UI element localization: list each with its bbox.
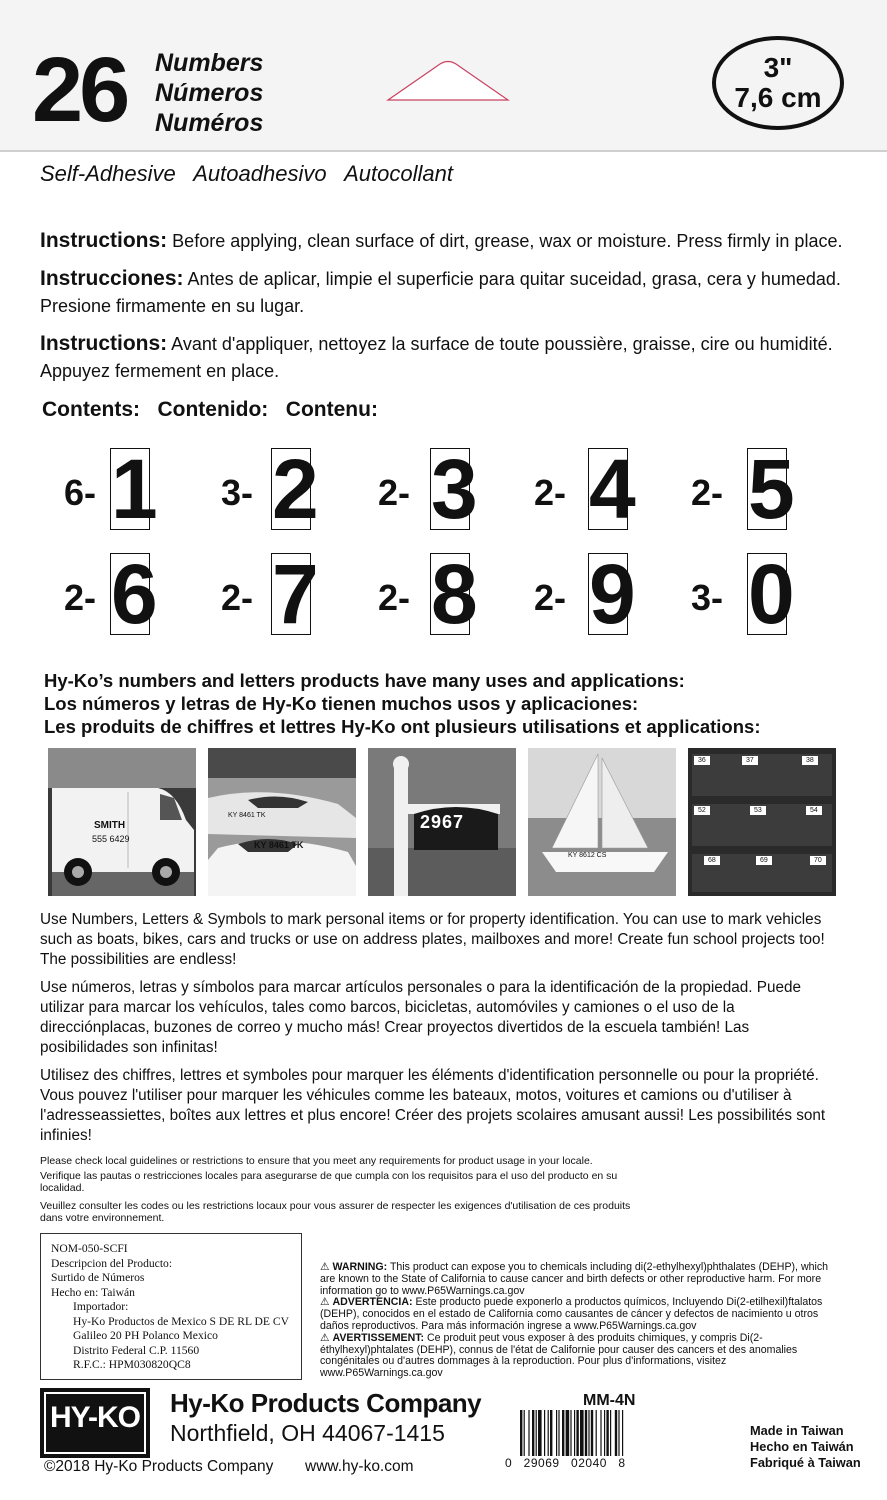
content-digit: 9 [589,547,636,641]
photo-jetskis [208,748,356,896]
content-quantity: 2- [64,577,97,618]
made-in-label: Hecho en: Taiwán [51,1285,135,1299]
bin-label: 36 [694,756,710,765]
product-description: Surtido de Números [51,1271,145,1284]
size-badge [712,36,844,130]
bin-label: 70 [810,856,826,865]
part-number: MM-4N [583,1392,636,1409]
content-digit: 8 [431,547,478,641]
hyko-logo [40,1388,150,1458]
barcode-bar [528,1410,529,1456]
description-french: Utilisez des chiffres, lettres et symboles pour marquer les éléments d'identification personnelle ou pour la propriété. Vous pouvez l'utiliser pour marquer les véhicules comme les bateaux, motos, voitures et camions ou d'utiliser à l'adresseassiettes, boîtes aux lettres et plus encore! Créer des projets scolaires amusant aussi! Les possibilités sont infinies! [40,1067,826,1144]
bin-label: 37 [742,756,758,765]
instructions-text: Avant d'appliquer, nettoyez la surface de toute poussière, graisse, cire ou humidité. Appuyez fermement en place. [40,334,833,381]
barcode-bar [550,1410,552,1456]
content-quantity: 3- [221,472,254,513]
photo-mailbox [368,748,516,896]
content-digit: 0 [748,547,795,641]
content-quantity: 6- [64,472,97,513]
hang-hole-icon [378,60,518,104]
content-quantity: 2- [378,472,411,513]
van-name: SMITH [94,820,126,831]
made-in-french: Fabriqué à Taiwan [750,1455,861,1470]
size-inches: 3" [763,52,793,83]
barcode-bar [618,1410,619,1456]
company-address: Northfield, OH 44067-1415 [170,1420,445,1446]
jetski-registration-front: KY 8461 TK [254,840,304,850]
uses-heading-spanish: Los números y letras de Hy-Ko tienen muchos usos y aplicaciones: [44,693,639,714]
barcode-bar [591,1410,593,1456]
warning-text: This product can expose you to chemicals including di(2-ethylhexyl)phthalates (DEHP), which are known to the State of California to cause cancer and birth defects or other reproductive harm. For more information go to www.P65Warnings.ca.gov [320,1261,829,1297]
mailbox-number: 2967 [420,812,465,832]
warning-triangle-icon: ⚠ [320,1261,330,1273]
jetski-illustration [208,748,356,896]
jetski-registration: KY 8461 TK [228,812,266,819]
content-digit: 4 [589,442,636,536]
barcode-bar [615,1410,617,1456]
description-spanish: Use números, letras y símbolos para marcar artículos personales o para la identificación de la propiedad. Puede utilizar para marcar los vehículos, tales como barcos, bicicletas, automóviles y camiones o el uso de la direcciónplacas, buzones de correo y mucho más! Crear proyectos divertidos de la escuela también! Las posibilidades son infinitas! [40,979,801,1056]
importer-rfc: R.F.C.: HPM030820QC8 [73,1358,191,1371]
warning-label: ADVERTENCIA: [332,1296,413,1309]
instructions-text: Antes de aplicar, limpie el superficie para quitar suceidad, grasa, cera y humedad. Presione firmamente en su lugar. [40,269,841,316]
content-quantity: 2- [221,577,254,618]
company-name: Hy-Ko Products Company [170,1388,482,1418]
barcode-bar [558,1410,559,1456]
barcode-bar [622,1410,623,1456]
warning-french [320,1333,840,1380]
photo-sailboat [528,748,676,896]
barcode-bar [562,1410,564,1456]
warning-triangle-icon: ⚠ [320,1296,330,1309]
description-english: Use Numbers, Letters & Symbols to mark personal items or for property identification. You can use to mark vehicles such as boats, bikes, cars and trucks or use on address plates, mailboxes and more! Create fun school projects too! The possibilities are endless! [40,911,825,968]
importer-name: Hy-Ko Productos de Mexico S DE RL DE CV [73,1314,289,1328]
van-phone: 555 6429 [92,834,130,844]
content-quantity: 2- [691,472,724,513]
boat-registration: KY 8612 CS [568,852,607,859]
barcode-bar [574,1410,575,1456]
barcode-bar [604,1410,605,1456]
instructions-label: Instructions: [40,332,168,355]
size-centimeters: 7,6 cm [734,82,822,113]
uses-heading-french: Les produits de chiffres et lettres Hy-Ko ont plusieurs utilisations et applications: [44,716,761,737]
barcode-bar [536,1410,537,1456]
nom-code: NOM-050-SCFI [51,1242,128,1255]
product-description-label: Descripcion del Producto: [51,1256,173,1270]
instructions-english [40,227,850,255]
barcode-bar [532,1410,534,1456]
guideline-note-spanish: Verifique las pautas o restricciones locales para asegurarse de que cumpla con los requisitos para el uso del producto en su localidad. [40,1170,618,1194]
content-digit: 1 [111,442,158,536]
adhesive-label: Self-Adhesive Autoadhesivo Autocollant [40,161,453,186]
uses-heading-english: Hy-Ko’s numbers and letters products have many uses and applications: [44,670,685,691]
barcode-bar [585,1410,587,1456]
sailboat-illustration [528,748,676,896]
warning-triangle-icon: ⚠ [320,1331,330,1344]
content-digit: 2 [272,442,319,536]
photo-storage-bins [688,748,836,896]
photo-van [48,748,196,896]
warning-label: AVERTISSEMENT: [332,1331,425,1344]
made-in-spanish: Hecho en Taiwán [750,1439,854,1454]
import-info-box [40,1233,302,1380]
barcode-bar [588,1410,589,1456]
copyright: ©2018 Hy-Ko Products Company [44,1458,274,1475]
instructions-label: Instrucciones: [40,267,184,290]
number-count: 26 [32,39,127,141]
guideline-note-french: Veuillez consulter les codes ou les restrictions locaux pour vous assurer de respecter les exigences d'utilisation de ces produits dans votre environnement. [40,1200,631,1224]
bin-label: 54 [806,806,822,815]
barcode-bar [576,1410,578,1456]
importer-district: Distrito Federal C.P. 11560 [73,1343,200,1357]
count-word-english: Numbers [155,49,264,77]
barcode-bar [538,1410,542,1456]
barcode-bar [580,1410,584,1456]
barcode-bar [600,1410,601,1456]
contents-heading: Contents: Contenido: Contenu: [42,398,378,421]
barcode-bar [520,1410,522,1456]
content-digit: 7 [272,547,319,641]
instructions-text: Before applying, clean surface of dirt, grease, wax or moisture. Press firmly in place. [167,231,843,251]
barcode-bar [596,1410,597,1456]
logo-text: HY-KO [49,1401,140,1434]
barcode-bar [556,1410,557,1456]
instructions-label: Instructions: [40,229,168,252]
content-digit: 5 [748,442,795,536]
barcode-bar [570,1410,571,1456]
content-digit: 6 [111,547,158,641]
prop65-warnings [320,1262,840,1380]
warning-english [320,1262,840,1297]
barcode-digits: 0 29069 02040 8 [505,1456,626,1470]
warning-label: WARNING: [332,1261,388,1273]
barcode-bar [606,1410,608,1456]
barcode-bar [524,1410,525,1456]
bin-label: 69 [756,856,772,865]
guideline-note-english: Please check local guidelines or restrictions to ensure that you meet any requirements for product usage in your locale. [40,1155,593,1167]
barcode-bar [548,1410,549,1456]
importer-address: Galileo 20 PH Polanco Mexico [73,1329,218,1342]
content-quantity: 2- [378,577,411,618]
content-digit: 3 [431,442,478,536]
content-quantity: 3- [691,577,724,618]
content-quantity: 2- [534,472,567,513]
website-link[interactable]: www.hy-ko.com [305,1458,414,1475]
barcode-bar [566,1410,570,1456]
barcode-bar [610,1410,611,1456]
count-word-spanish: Números [155,79,264,107]
count-word-french: Numéros [155,109,264,137]
warning-text: Este producto puede exponerlo a productos químicos, Incluyendo Di(2-etilhexil)ftalatos (DEHP), conocidos en el estado de California como causantes de cáncer y defectos de nacimiento u otros daños reproductivos. Para más información ingrese a www.P65Warnings.ca.gov [320,1296,823,1332]
instructions-spanish [40,265,850,320]
importer-label: Importador: [73,1300,129,1313]
bin-label: 68 [704,856,720,865]
warning-text: Ce produit peut vous exposer à des produits chimiques, y compris Di(2-éthylhexyl)phtalates (DEHP), connus de l'état de Californie pour causer des cancers et des anomalies congénitales ou d'autres dommages à la reproduction. Pour plus d'informations, visitez www.P65Warnings.ca.gov [320,1331,798,1380]
bin-label: 52 [694,806,710,815]
barcode-bar [544,1410,545,1456]
content-quantity: 2- [534,577,567,618]
warning-spanish [320,1297,840,1332]
instructions-french [40,330,850,385]
made-in-english: Made in Taiwan [750,1423,844,1438]
bin-label: 53 [750,806,766,815]
bin-label: 38 [802,756,818,765]
